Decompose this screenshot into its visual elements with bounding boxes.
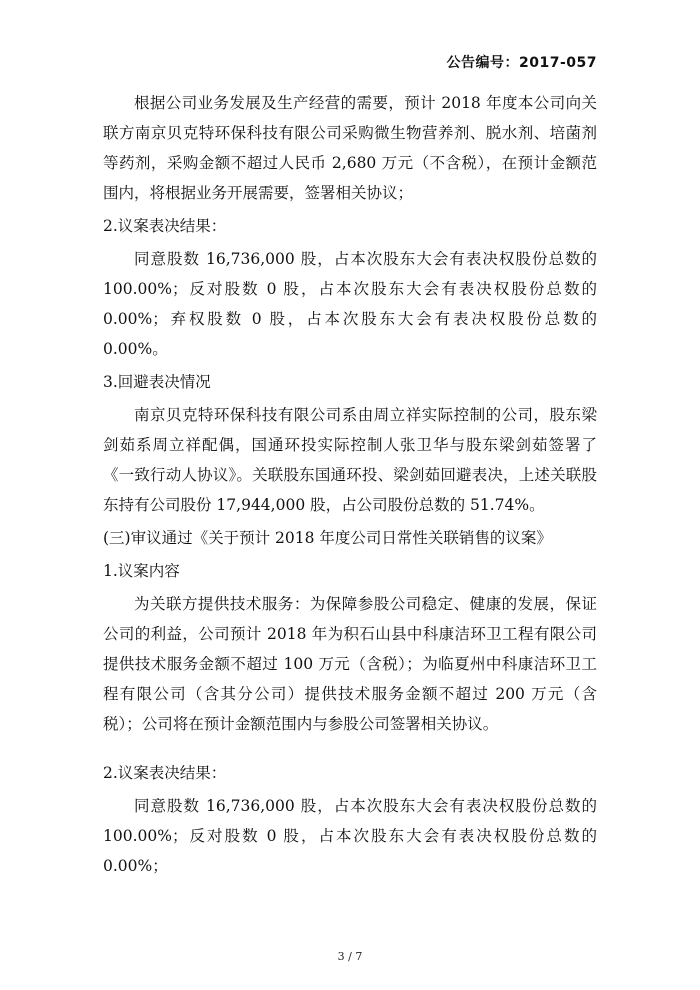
paragraph-technical-services: 为关联方提供技术服务：为保障参股公司稳定、健康的发展，保证公司的利益，公司预计 2018 年为积石山县中科康洁环卫工程有限公司提供技术服务金额不超过 100 万元（含税）；为临夏州中科康洁环卫工程有限公司（含其分公司）提供技术服务金额不超过 200 万元（含税）；公司将在预计金额范围内与参股公司签署相关协议。 bbox=[103, 595, 597, 733]
heading-vote-result: 2.议案表决结果： bbox=[103, 217, 227, 235]
heading-proposal-content: 1.议案内容 bbox=[103, 562, 180, 580]
paragraph-procurement: 根据公司业务发展及生产经营的需要，预计 2018 年度本公司向关联方南京贝克特环保科技有限公司采购微生物营养剂、脱水剂、培菌剂等药剂，采购金额不超过人民币 2,680 万元（不含税），在预计金额范围内，将根据业务开展需要，签署相关协议； bbox=[103, 94, 597, 202]
heading-resolution-three: (三)审议通过《关于预计 2018 年度公司日常性关联销售的议案》 bbox=[103, 529, 552, 547]
heading-vote-result-two: 2.议案表决结果： bbox=[103, 764, 227, 782]
document-body bbox=[103, 88, 597, 884]
spacer bbox=[103, 742, 597, 758]
announcement-number: 公告编号：2017-057 bbox=[446, 55, 597, 71]
paragraph-vote-result-two: 同意股数 16,736,000 股，占本次股东大会有表决权股份总数的 100.00%；反对股数 0 股，占本次股东大会有表决权股份总数的 0.00%； bbox=[103, 797, 597, 875]
paragraph-vote-result: 同意股数 16,736,000 股，占本次股东大会有表决权股份总数的 100.00%；反对股数 0 股，占本次股东大会有表决权股份总数的 0.00%；弃权股数 0 股，占本次股东大会有表决权股份总数的 0.00%。 bbox=[103, 250, 597, 358]
paragraph-recusal: 南京贝克特环保科技有限公司系由周立祥实际控制的公司，股东梁剑茹系周立祥配偶，国通环投实际控制人张卫华与股东梁剑茹签署了《一致行动人协议》。关联股东国通环投、梁剑茹回避表决，上述关联股东持有公司股份 17,944,000 股，占公司股份总数的 51.74%。 bbox=[103, 406, 597, 514]
heading-recusal: 3.回避表决情况 bbox=[103, 373, 211, 391]
page-number: 3 / 7 bbox=[337, 950, 363, 963]
